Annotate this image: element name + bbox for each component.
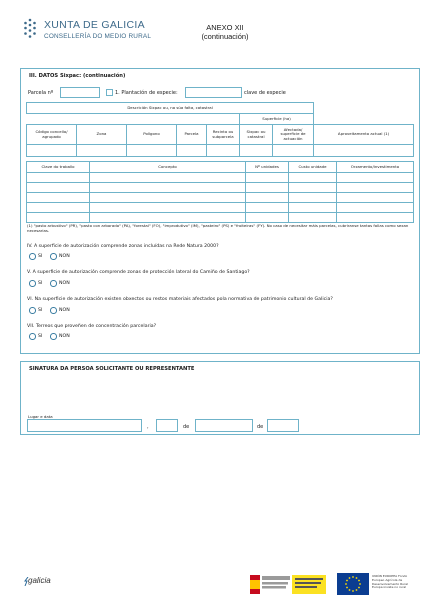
de-label-2: de: [257, 424, 264, 430]
table-cell[interactable]: [27, 203, 90, 213]
col-poligono: Polígono: [127, 125, 177, 145]
col-clave-traballo: Clave do traballo: [27, 162, 90, 173]
radio-si[interactable]: [29, 280, 36, 287]
table-cell[interactable]: [337, 193, 414, 203]
especie-input[interactable]: [185, 87, 242, 98]
table-cell[interactable]: [90, 193, 246, 203]
radio-non-label: NON: [59, 307, 70, 313]
table-cell[interactable]: [27, 173, 90, 183]
parcela-label: Parcela nº: [28, 90, 54, 96]
col-recinto: Recinto ou subparcela: [207, 125, 240, 145]
section-title: III. DATOS Sixpac: (continuación): [29, 73, 126, 79]
place-input[interactable]: [27, 419, 142, 432]
annex-subtitle: (continuación): [201, 32, 249, 41]
table-row: [27, 203, 414, 213]
table-cell[interactable]: [289, 193, 337, 203]
radio-non-label: NON: [59, 333, 70, 339]
radio-non-label: NON: [59, 253, 70, 259]
table-cell[interactable]: [246, 173, 289, 183]
table-cell[interactable]: [289, 203, 337, 213]
table-cell[interactable]: [289, 173, 337, 183]
table-cell[interactable]: [246, 193, 289, 203]
table-cell[interactable]: [207, 145, 240, 157]
table-cell[interactable]: [27, 183, 90, 193]
radio-si-label: SI: [38, 307, 43, 313]
table-cell[interactable]: [289, 183, 337, 193]
table-cell[interactable]: [337, 183, 414, 193]
col-sixpac: Sixpac ou catastral: [240, 125, 273, 145]
footnote: (1) "pasto arbustivo" (PR), "pasto con arborado" (PA), "forestal" (FO), "improdutivo" (IM), "pasteiro" (PS) e "froiteiras" (FY). No caso de necesitar máis parcelas, cubriranse tantas follas como sexan necesarias.: [27, 223, 409, 233]
month-input[interactable]: [195, 419, 253, 432]
signature-section: [20, 361, 420, 435]
col-custo-unidade: Custo unidade: [289, 162, 337, 173]
galicia-brand: galicia: [28, 576, 51, 585]
radio-non[interactable]: [50, 333, 57, 340]
table-cell[interactable]: [337, 173, 414, 183]
table-row: [27, 173, 414, 183]
col-codigo: Código concello/ agrupado: [27, 125, 77, 145]
table-row: [27, 213, 414, 223]
eu-flag-icon: [337, 573, 369, 595]
radio-non[interactable]: [50, 307, 57, 314]
col-parcela: Parcela: [177, 125, 207, 145]
year-input[interactable]: [267, 419, 299, 432]
superficie-header: Superficie (ha): [240, 114, 314, 125]
table-cell[interactable]: [337, 203, 414, 213]
plantacion-label: 1. Plantación de especie:: [115, 90, 178, 96]
comma-separator: ,: [147, 424, 149, 430]
table-cell[interactable]: [240, 145, 273, 157]
day-input[interactable]: [156, 419, 178, 432]
col-aproveitamento: Aproveitamento actual (1): [314, 125, 414, 145]
parcela-number-input[interactable]: [60, 87, 100, 98]
radio-non[interactable]: [50, 253, 57, 260]
radio-non-label: NON: [59, 280, 70, 286]
question-patrimonio: VI. Na superficie de autorización existen obxectos ou restos materiais afectados pola normativa de patrimonio cultural de Galicia?: [27, 297, 333, 302]
table-cell[interactable]: [246, 213, 289, 223]
sixpac-data-section: [20, 68, 420, 354]
radio-si-label: SI: [38, 280, 43, 286]
table-cell[interactable]: [77, 145, 127, 157]
col-orzamento: Orzamento/investimento: [337, 162, 414, 173]
radio-si-label: SI: [38, 333, 43, 339]
col-zona: Zona: [77, 125, 127, 145]
table-cell[interactable]: [90, 173, 246, 183]
radio-si[interactable]: [29, 253, 36, 260]
radio-si[interactable]: [29, 333, 36, 340]
question-concentracion: VII. Terreos que proveñen de concentración parcelaria?: [27, 324, 157, 329]
table-cell[interactable]: [273, 145, 314, 157]
radio-si-label: SI: [38, 253, 43, 259]
table-cell[interactable]: [90, 183, 246, 193]
org-name: XUNTA DE GALICIA: [44, 19, 145, 31]
table-cell[interactable]: [127, 145, 177, 157]
annex-title: ANEXO XII: [206, 23, 244, 32]
question-camino-santiago: V. A superficie de autorización comprende zonas de protección lateral do Camiño de Santiago?: [27, 270, 250, 275]
col-unidades: Nº unidades: [246, 162, 289, 173]
question-rede-natura: IV. A superficie de autorización comprende zonas incluídas na Rede Natura 2000?: [27, 244, 219, 249]
radio-non[interactable]: [50, 280, 57, 287]
table-cell[interactable]: [90, 203, 246, 213]
work-items-table: [26, 161, 414, 223]
table-cell[interactable]: [289, 213, 337, 223]
signature-title: SINATURA DA PERSOA SOLICITANTE OU REPRESENTANTE: [29, 366, 195, 372]
desc-header: Descrición Sixpac ou, na súa falta, catastral: [27, 103, 314, 114]
table-cell[interactable]: [27, 145, 77, 157]
place-date-label: Lugar e data: [28, 414, 53, 419]
table-cell[interactable]: [27, 213, 90, 223]
table-row: [27, 193, 414, 203]
de-label-1: de: [183, 424, 190, 430]
table-cell[interactable]: [314, 145, 414, 157]
table-row: [27, 145, 414, 157]
table-cell[interactable]: [246, 183, 289, 193]
table-cell[interactable]: [246, 203, 289, 213]
radio-si[interactable]: [29, 307, 36, 314]
table-cell[interactable]: [337, 213, 414, 223]
plantacion-checkbox[interactable]: [106, 89, 113, 96]
annex-heading: [190, 23, 260, 41]
table-cell[interactable]: [90, 213, 246, 223]
table-row: [27, 183, 414, 193]
department-name: CONSELLERÍA DO MEDIO RURAL: [44, 33, 152, 40]
col-concepto: Concepto: [90, 162, 246, 173]
eu-caption: UNIÓN EUROPEA Fondo Europeo Agrícola de Desenvolvemento Rural Europa inviste no rural: [372, 574, 408, 590]
table-cell[interactable]: [27, 193, 90, 203]
col-afectada: Afectada/ superficie de actuación: [273, 125, 314, 145]
parcel-description-table: [26, 102, 414, 157]
spain-government-logo: [250, 573, 326, 596]
clave-especie-label: clave de especie: [244, 90, 286, 96]
table-cell[interactable]: [177, 145, 207, 157]
xunta-shield-logo: [22, 18, 38, 40]
